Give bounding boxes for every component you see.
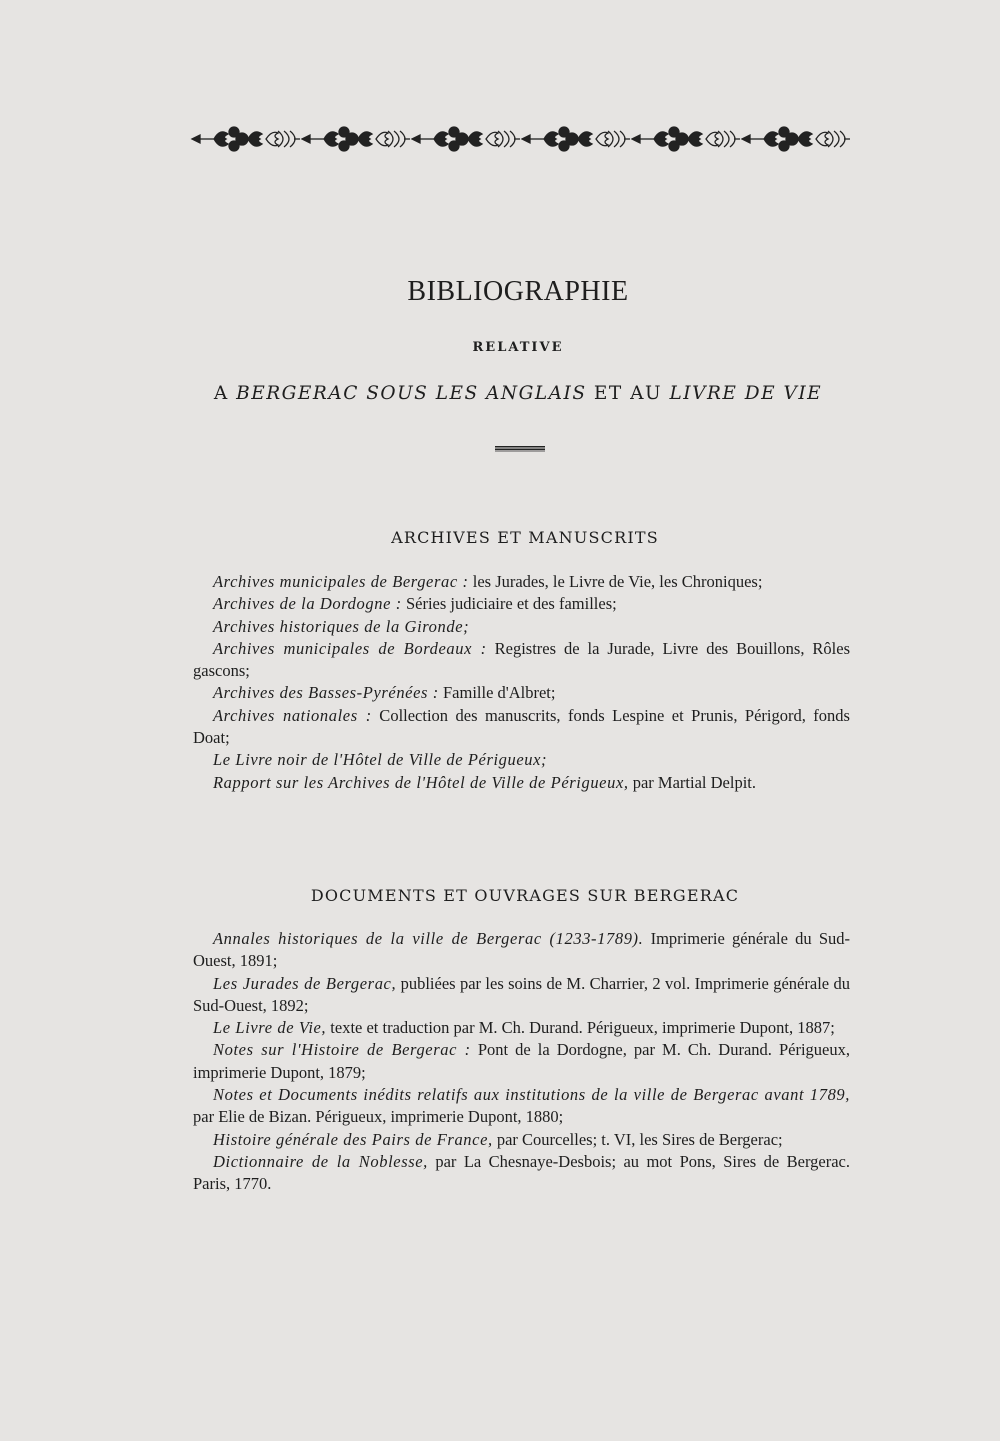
bibliography-entry: Le Livre de Vie, texte et traduction par M. Ch. Durand. Périgueux, imprimerie Dupont, 1887;: [213, 1018, 835, 1038]
section-documents-entries: [193, 928, 850, 1196]
page-title: BIBLIOGRAPHIE: [407, 276, 629, 307]
bibliography-entry: Annales historiques de la ville de Bergerac (1233-1789). Imprimerie générale du Sud-Ouest, 1891;: [193, 929, 850, 971]
subtitle-prefix: A: [213, 383, 229, 404]
bibliography-entry: Archives municipales de Bordeaux : Registres de la Jurade, Livre des Bouillons, Rôles gascons;: [193, 638, 850, 681]
bibliography-entry: Notes sur l'Histoire de Bergerac : Pont de la Dordogne, par M. Ch. Durand. Périgueux, imprimerie Dupont, 1879;: [193, 1040, 850, 1082]
bibliography-entry: Archives historiques de la Gironde;: [213, 616, 470, 636]
section-archives-entries: [193, 571, 850, 794]
bibliography-entry: Archives nationales : Collection des manuscrits, fonds Lespine et Prunis, Périgord, fonds Doat;: [193, 705, 850, 748]
bibliography-entry: Rapport sur les Archives de l'Hôtel de Ville de Périgueux, par Martial Delpit.: [213, 772, 756, 792]
subtitle-work-1: BERGERAC SOUS LES ANGLAIS: [236, 383, 587, 404]
subtitle-work-2: LIVRE DE VIE: [669, 383, 823, 404]
bibliography-entry: Dictionnaire de la Noblesse, par La Chesnaye-Desbois; au mot Pons, Sires de Bergerac. Paris, 1770.: [193, 1151, 851, 1194]
bibliography-entry: Archives des Basses-Pyrénées : Famille d'Albret;: [213, 683, 556, 703]
bibliography-entry: Le Livre noir de l'Hôtel de Ville de Périgueux;: [213, 750, 548, 770]
bibliography-entry: Archives de la Dordogne : Séries judiciaire et des familles;: [213, 594, 617, 614]
bibliography-entry: Archives municipales de Bergerac : les Jurades, le Livre de Vie, les Chroniques;: [213, 572, 763, 591]
bibliography-entry: Les Jurades de Bergerac, publiées par les soins de M. Charrier, 2 vol. Imprimerie générale du Sud-Ouest, 1892;: [193, 973, 850, 1015]
bibliography-entry: Histoire générale des Pairs de France, par Courcelles; t. VI, les Sires de Bergerac;: [213, 1129, 783, 1149]
bibliography-entry: Notes et Documents inédits relatifs aux institutions de la ville de Bergerac avant 1789, par Elie de Bizan. Périgueux, imprimerie Dupont, 1880;: [193, 1085, 850, 1127]
fleuron-ornament-band: [190, 120, 850, 158]
subtitle-conjunction: ET AU: [593, 383, 663, 404]
decorative-rule: [495, 446, 545, 452]
section-heading-documents: DOCUMENTS ET OUVRAGES SUR BERGERAC: [310, 886, 740, 905]
subtitle-relative: RELATIVE: [472, 340, 564, 355]
section-heading-archives: ARCHIVES ET MANUSCRITS: [391, 528, 659, 547]
subtitle: [0, 383, 1000, 404]
